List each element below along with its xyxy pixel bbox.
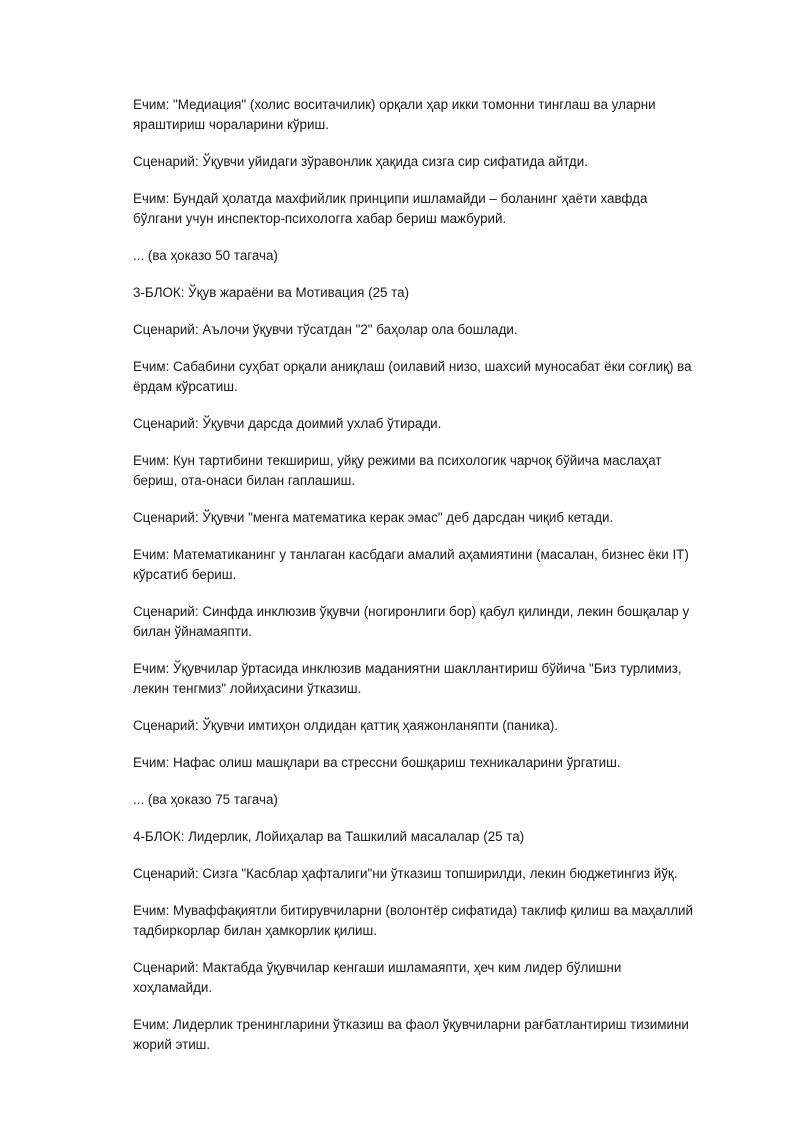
paragraph: Ечим: Муваффақиятли битирувчиларни (волонтёр сифатида) таклиф қилиш ва маҳаллий тадбиркорлар билан ҳамкорлик қилиш. [133, 903, 693, 938]
paragraph: Сценарий: Мактабда ўқувчилар кенгаши ишламаяпти, ҳеч ким лидер бўлишни хоҳламайди. [133, 960, 622, 995]
paragraph: ... (ва ҳоказо 75 тагача) [133, 792, 278, 807]
document-body [133, 95, 693, 1072]
paragraph: Сценарий: Синфда инклюзив ўқувчи (ногиронлиги бор) қабул қилинди, лекин бошқалар у билан ўйнамаяпти. [133, 604, 690, 639]
paragraph: Сценарий: Ўқувчи "менга математика керак эмас" деб дарсдан чиқиб кетади. [133, 510, 614, 525]
section-heading: 4-БЛОК: Лидерлик, Лойиҳалар ва Ташкилий масалалар (25 та) [133, 829, 525, 844]
paragraph: Ечим: Бундай ҳолатда махфийлик принципи ишламайди – боланинг ҳаёти хавфда бўлгани учун инспектор-психологга хабар бериш мажбурий. [133, 191, 648, 226]
paragraph: Ечим: Лидерлик тренингларини ўтказиш ва фаол ўқувчиларни рағбатлантириш тизимини жорий этиш. [133, 1017, 689, 1052]
paragraph: Ечим: Нафас олиш машқлари ва стрессни бошқариш техникаларини ўргатиш. [133, 755, 621, 770]
paragraph: ... (ва ҳоказо 50 тагача) [133, 248, 278, 263]
paragraph: Ечим: "Медиация" (холис воситачилик) орқали ҳар икки томонни тинглаш ва уларни яраштириш чораларини кўриш. [133, 97, 656, 132]
paragraph: Сценарий: Ўқувчи дарсда доимий ухлаб ўтиради. [133, 416, 442, 431]
paragraph: Сценарий: Ўқувчи уйидаги зўравонлик ҳақида сизга сир сифатида айтди. [133, 154, 588, 169]
paragraph: Ечим: Математиканинг у танлаган касбдаги амалий аҳамиятини (масалан, бизнес ёки IT) кўрсатиб бериш. [133, 547, 689, 582]
paragraph: Сценарий: Сизга "Касблар ҳафталиги"ни ўтказиш топширилди, лекин бюджетингиз йўқ. [133, 866, 678, 881]
paragraph: Ечим: Ўқувчилар ўртасида инклюзив маданиятни шакллантириш бўйича "Биз турлимиз, лекин тенгмиз" лойиҳасини ўтказиш. [133, 661, 682, 696]
paragraph: Ечим: Сабабини суҳбат орқали аниқлаш (оилавий низо, шахсий муносабат ёки соғлиқ) ва ёрдам кўрсатиш. [133, 359, 692, 394]
paragraph: Сценарий: Ўқувчи имтиҳон олдидан қаттиқ ҳаяжонланяпти (паника). [133, 718, 559, 733]
section-heading: 3-БЛОК: Ўқув жараёни ва Мотивация (25 та) [133, 285, 410, 300]
paragraph: Ечим: Кун тартибини текшириш, уйқу режими ва психологик чарчоқ бўйича маслаҳат бериш, ота-онаси билан гаплашиш. [133, 453, 662, 488]
paragraph: Сценарий: Аълочи ўқувчи тўсатдан "2" баҳолар ола бошлади. [133, 322, 518, 337]
